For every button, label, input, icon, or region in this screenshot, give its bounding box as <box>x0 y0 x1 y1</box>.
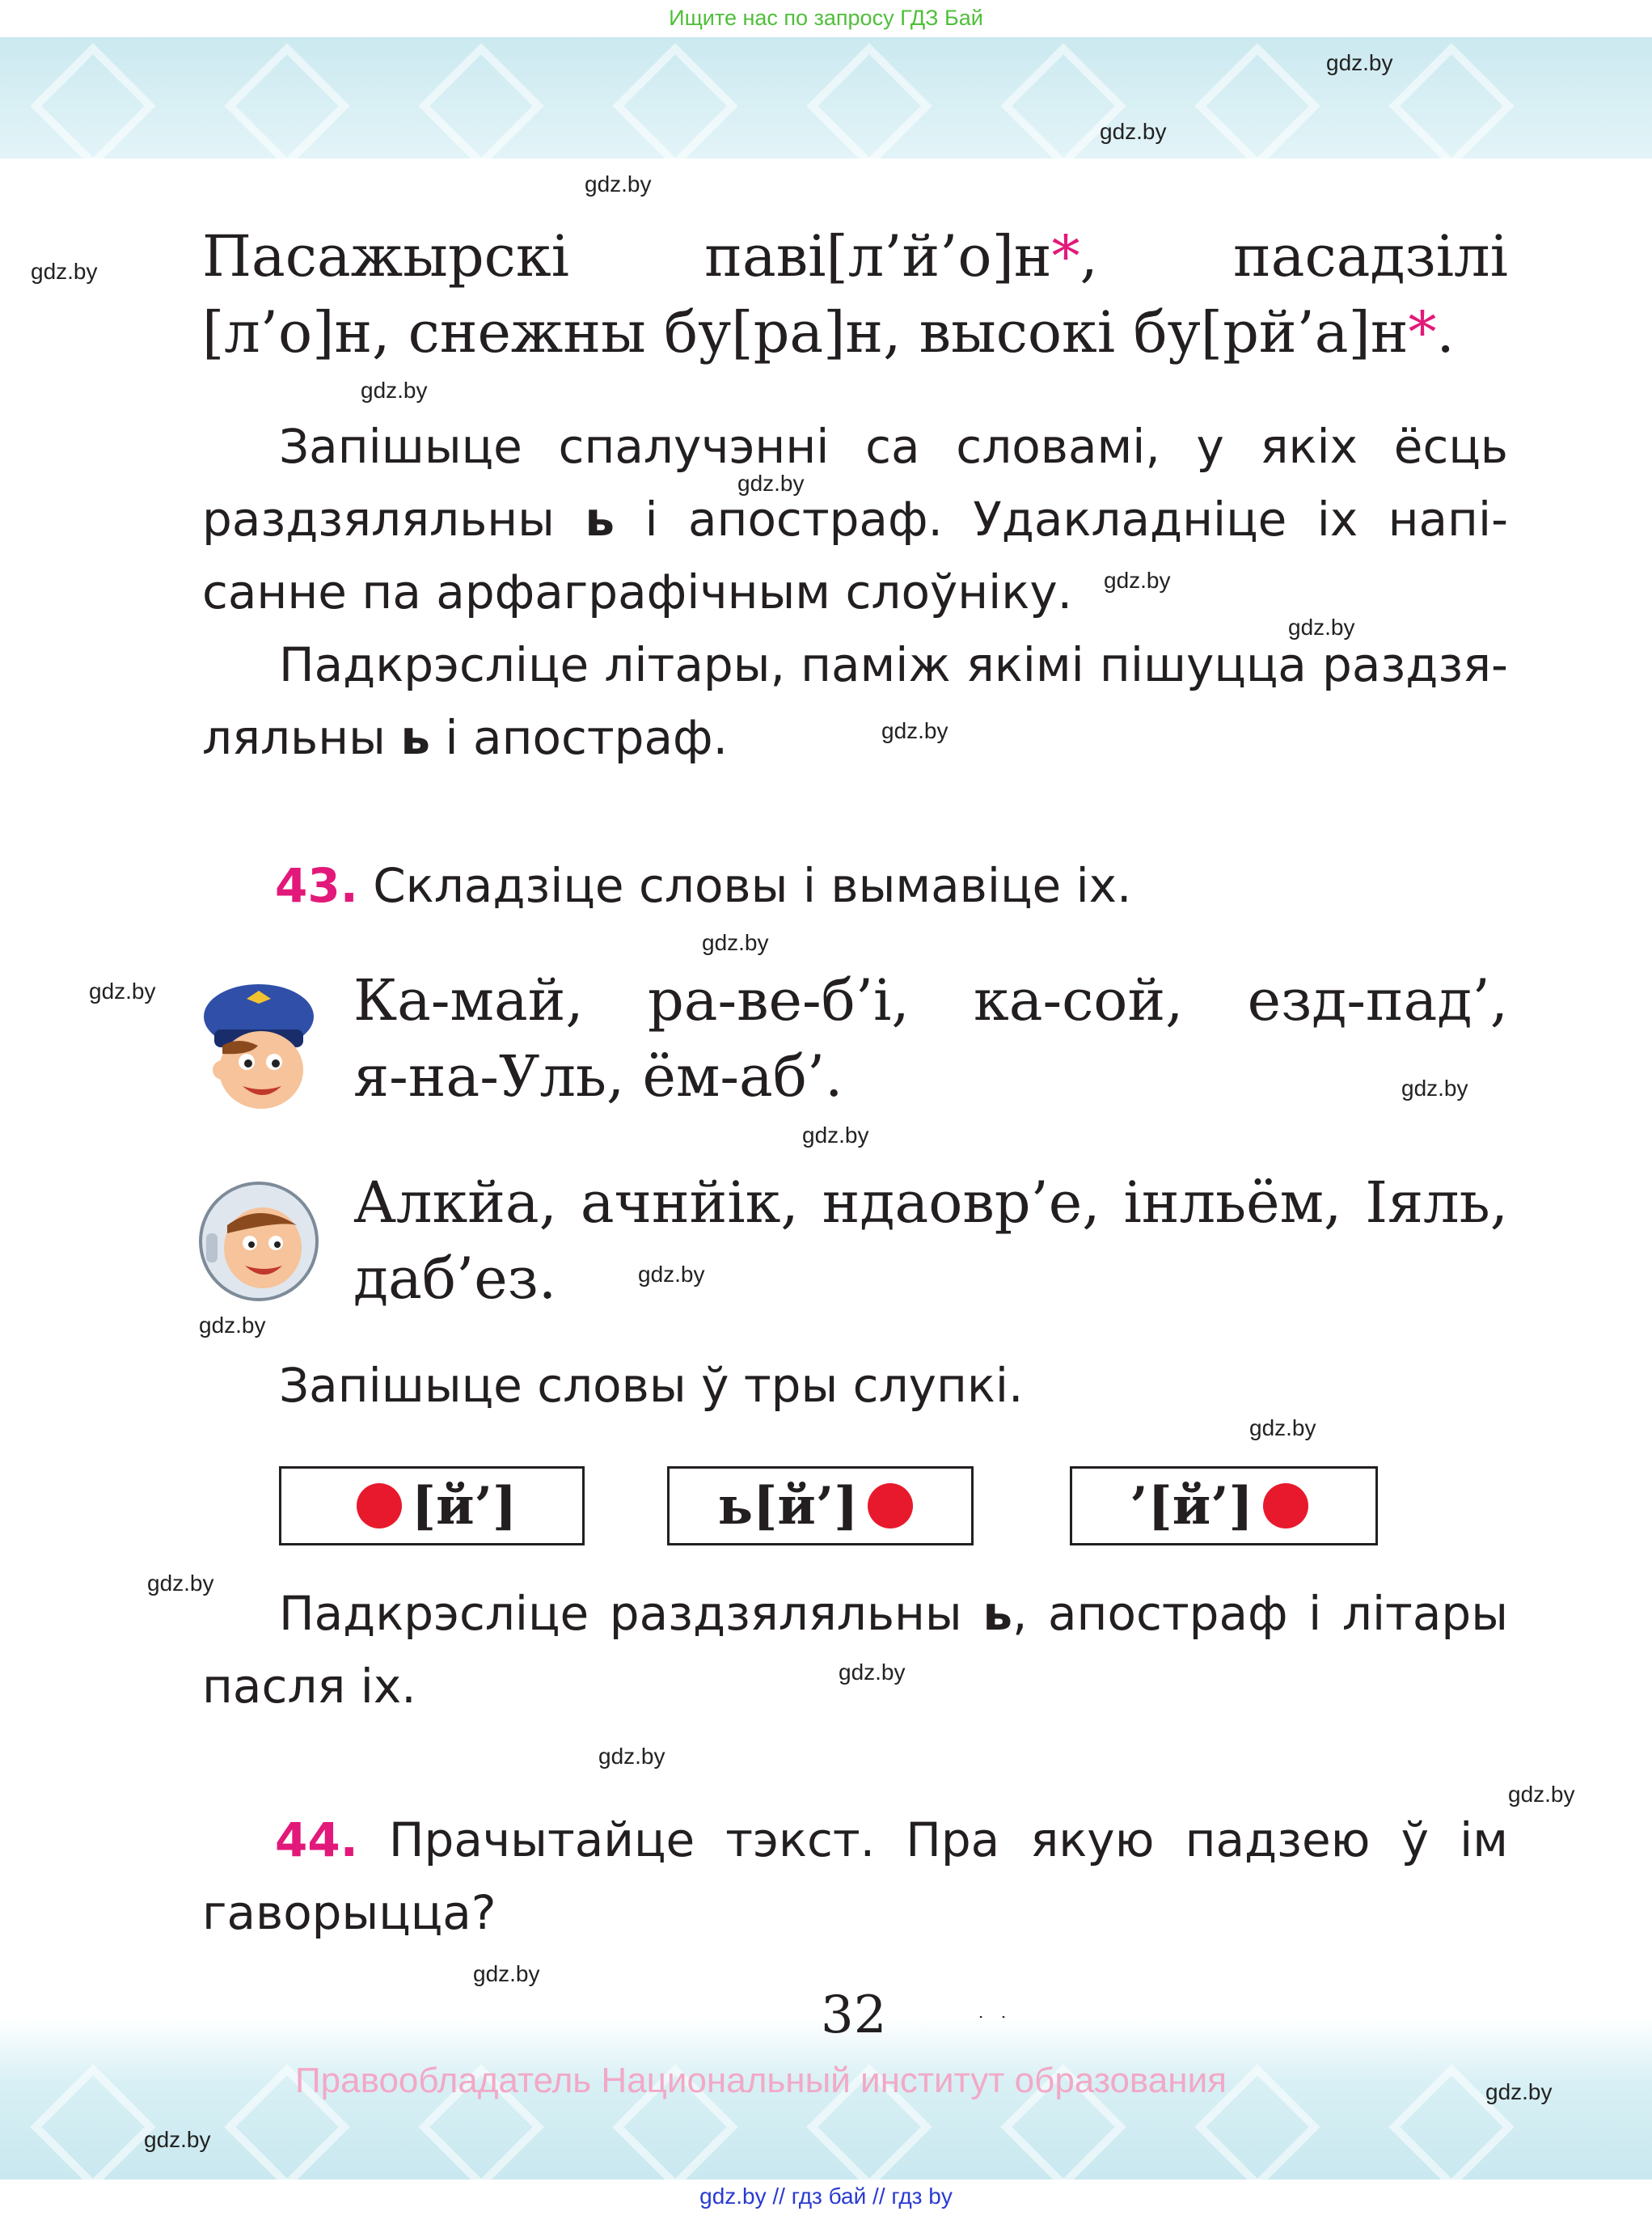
watermark: gdz.by <box>802 1123 869 1148</box>
watermark: gdz.by <box>1401 1076 1468 1101</box>
task-text: санне па арфаграфічным слоўніку. <box>202 564 1073 619</box>
watermark: gdz.by <box>199 1313 266 1338</box>
red-dot-icon <box>868 1483 913 1528</box>
search-hint-bar <box>0 0 1652 36</box>
scrambled-words-line: Ка-май, ра-ве-б’і, ка-сой, езд-пад’, <box>353 967 1508 1034</box>
asterisk-mark: * <box>1051 223 1080 290</box>
task-text: раздзяляльны ь і апостраф. Удакладніце іх напі- <box>202 492 1508 547</box>
task-text: ляльны ь і апостраф. <box>202 710 729 765</box>
footer-links <box>0 2184 1652 2209</box>
watermark: gdz.by <box>473 1961 540 1986</box>
watermark: gdz.by <box>881 718 949 743</box>
watermark: gdz.by <box>702 930 769 955</box>
task-text: пасля іх. <box>202 1659 416 1714</box>
scrambled-words-line: я-на-Уль, ём-аб’. <box>353 1043 843 1110</box>
exercise-number: 44. <box>275 1812 358 1867</box>
soft-sign-letter: ь <box>400 710 431 765</box>
soft-sign-letter: ь <box>585 492 615 547</box>
watermark: gdz.by <box>89 979 156 1004</box>
red-dot-icon <box>357 1483 402 1528</box>
watermark: gdz.by <box>144 2127 211 2152</box>
exercise-number: 43. <box>275 858 358 913</box>
search-hint-text: Ищите нас по запросу ГДЗ Бай <box>669 6 983 30</box>
column-box-soft-sign: ь [й’] <box>667 1466 974 1545</box>
task-text: Запішыце спалучэнні са словамі, у якіх ёсць <box>279 419 1508 474</box>
watermark: gdz.by <box>598 1744 665 1769</box>
phrase-line-2: [л’о]н, снежны бу[ра]н, высокі бу[рй’а]н*. <box>202 299 1455 366</box>
red-dot-icon <box>1263 1483 1308 1528</box>
footer-link-text[interactable]: gdz.by // гдз бай // гдз by <box>699 2184 953 2209</box>
column-box-apostrophe: ’ [й’] <box>1070 1466 1378 1545</box>
watermark: gdz.by <box>1288 615 1355 640</box>
asterisk-mark: * <box>1408 299 1437 366</box>
watermark: gdz.by <box>1104 568 1171 593</box>
watermark: gdz.by <box>361 378 428 403</box>
exercise-44-heading: 44. Прачытайце тэкст. Пра якую падзею ў ім <box>275 1812 1509 1867</box>
watermark: gdz.by <box>1249 1415 1316 1440</box>
scrambled-words-line: даб’ез. <box>353 1245 557 1312</box>
astronaut-boy-illustration <box>198 1177 319 1310</box>
exercise-44-heading-line-2: гаворыцца? <box>202 1885 496 1940</box>
exercise-43-heading: 43. Складзіце словы і вымавіце іх. <box>275 858 1132 913</box>
pilot-boy-illustration <box>198 966 319 1112</box>
task-text: Падкрэсліце літары, паміж якімі пішуцца раздзя- <box>279 637 1508 692</box>
phrase-line-1: Пасажырскі паві[л’й’о]н*, пасадзілі <box>202 223 1508 290</box>
scrambled-words-line: Алкйа, ачнйік, ндаовр’е, інльём, Іяль, <box>353 1169 1508 1236</box>
watermark: gdz.by <box>839 1660 906 1685</box>
watermark: gdz.by <box>1508 1782 1575 1807</box>
watermark: gdz.by <box>1485 2079 1553 2104</box>
watermark: gdz.by <box>1326 50 1393 75</box>
column-box-j-sound: [й’] <box>279 1466 585 1545</box>
task-text: Запішыце словы ў тры слупкі. <box>279 1358 1024 1413</box>
page-number: 32 <box>821 1985 887 2045</box>
watermark: gdz.by <box>1100 119 1167 144</box>
watermark: gdz.by <box>585 171 652 197</box>
watermark: gdz.by <box>31 259 98 284</box>
soft-sign-letter: ь <box>982 1586 1012 1641</box>
task-text: Падкрэсліце раздзяляльны ь, апостраф і літары <box>279 1586 1508 1641</box>
watermark: gdz.by <box>147 1571 214 1596</box>
watermark: gdz.by <box>638 1262 705 1287</box>
top-ornament-band <box>0 37 1652 159</box>
rights-holder-text: Правообладатель Национальный институт образования <box>295 2061 1227 2100</box>
watermark: gdz.by <box>737 471 805 496</box>
